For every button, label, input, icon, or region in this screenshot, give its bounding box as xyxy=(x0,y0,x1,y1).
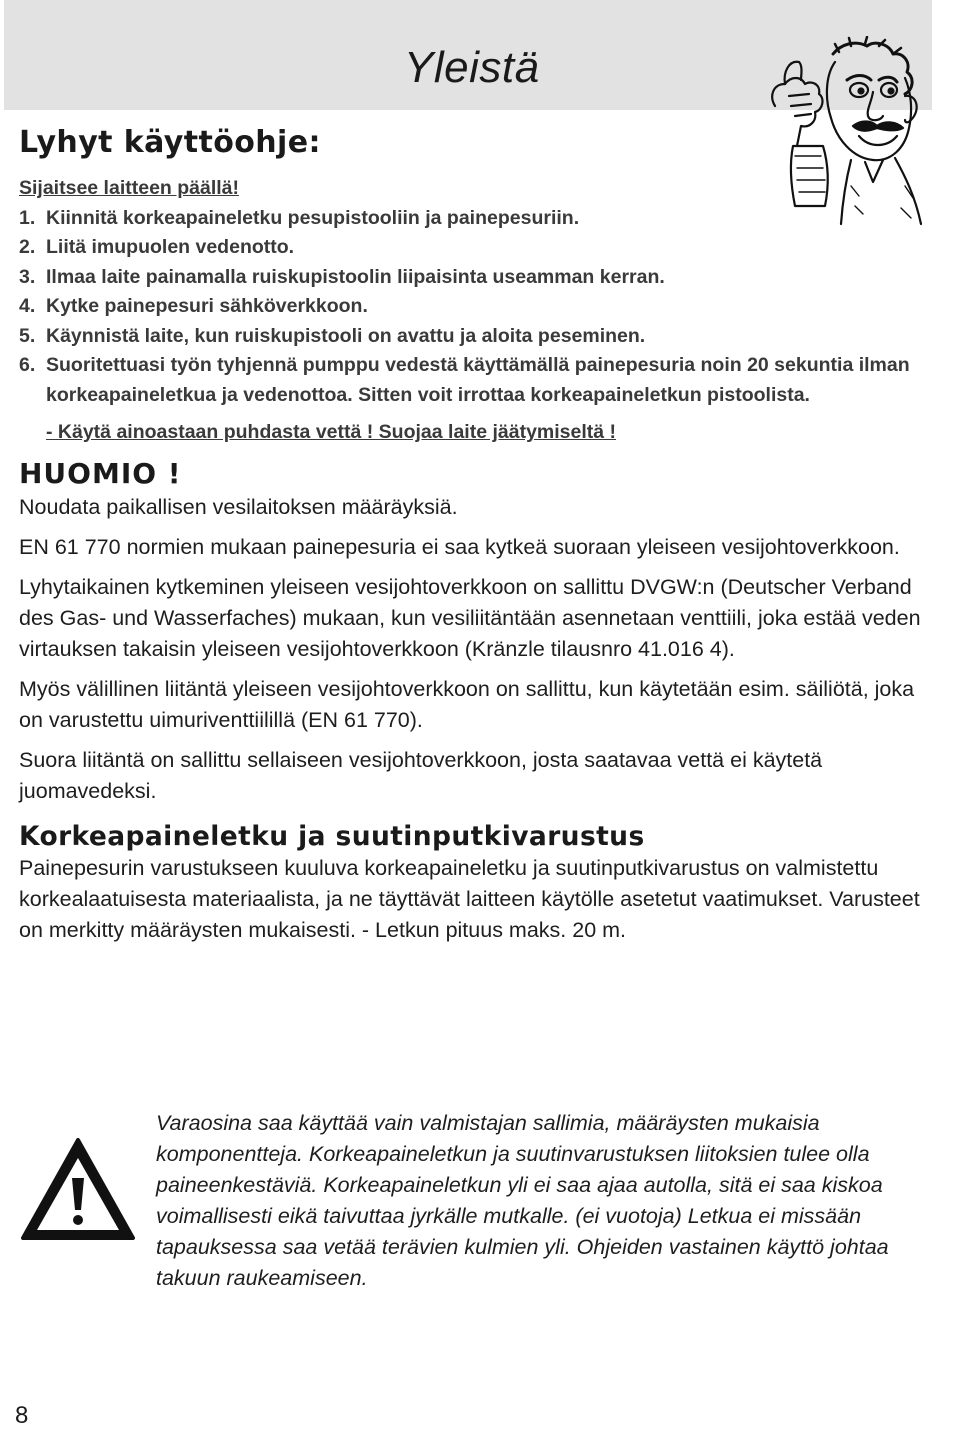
hose-section-paragraph: Painepesurin varustukseen kuuluva korkeapaineletku ja suutinputkivarustus on valmistettu korkealaatuisesta materiaalista, ja ne täyttävät laitteen käytölle asetetut vaatimukset. Varusteet on merkitty määräysten mukaisesti. - Letkun pituus maks. 20 m. xyxy=(19,855,920,942)
list-item xyxy=(19,351,924,410)
steps-list xyxy=(19,204,924,411)
notice-paragraph: Noudata paikallisen vesilaitoksen määräyksiä. xyxy=(19,494,458,519)
step-number: 4. xyxy=(19,295,36,317)
step-text: Suoritettuasi työn tyhjennä pumppu vedestä käyttämällä painepesuria noin 20 sekuntia ilman korkeapaineletkua ja vedenottoa. Sitten voit irrottaa korkeapaineletkun pistoolista. xyxy=(46,354,910,406)
clean-water-warning: - Käytä ainoastaan puhdasta vettä ! Suojaa laite jäätymiseltä ! xyxy=(46,421,617,443)
step-text: Ilmaa laite painamalla ruiskupistoolin liipaisinta useamman kerran. xyxy=(46,265,665,288)
list-item xyxy=(19,292,924,322)
step-text: Kytke painepesuri sähköverkkoon. xyxy=(46,295,368,317)
notice-paragraph: EN 61 770 normien mukaan painepesuria ei saa kytkeä suoraan yleiseen vesijohtoverkkoon. xyxy=(19,534,900,559)
step-text: Kiinnitä korkeapaineletku pesupistooliin ja painepesuriin. xyxy=(46,206,580,229)
page-number: 8 xyxy=(15,1402,29,1429)
step-number: 6. xyxy=(19,354,36,376)
notice-paragraph: Lyhytaikainen kytkeminen yleiseen vesijohtoverkkoon on sallittu DVGW:n (Deutscher Verband des Gas- und Wasserfaches) mukaan, kun vesiliitäntään asennetaan venttiili, joka estää veden virtauksen takaisin yleiseen vesijohtoverkkoon (Kränzle tilausnro 41.016 4). xyxy=(19,574,921,661)
step-text: Liitä imupuolen vedenotto. xyxy=(46,236,295,258)
quick-guide-steps xyxy=(19,174,924,448)
notice-paragraph: Myös välillinen liitäntä yleiseen vesijohtoverkkoon on sallittu, kun käytetään esim. säiliötä, joka on varustettu uimuriventtiilillä (EN 61 770). xyxy=(19,676,915,732)
page-section-title: Yleistä xyxy=(404,43,540,92)
notice-heading: HUOMIO ! xyxy=(19,456,182,490)
list-item xyxy=(19,204,924,234)
list-item xyxy=(19,322,924,352)
hose-section-heading: Korkeapaineletku ja suutinputkivarustus xyxy=(19,820,645,852)
location-note: Sijaitsee laitteen päällä! xyxy=(19,177,240,199)
step-number: 3. xyxy=(19,265,36,288)
quick-guide-heading: Lyhyt käyttöohje: xyxy=(19,125,321,160)
step-number: 2. xyxy=(19,236,36,258)
warning-triangle-icon xyxy=(19,1136,137,1244)
step-number: 5. xyxy=(19,324,36,347)
step-text: Käynnistä laite, kun ruiskupistooli on avattu ja aloita peseminen. xyxy=(46,324,646,347)
list-item xyxy=(19,263,924,293)
list-item xyxy=(19,233,924,263)
main-content xyxy=(19,120,924,946)
step-number: 1. xyxy=(19,206,36,229)
spare-parts-warning-text: Varaosina saa käyttää vain valmistajan sallimia, määräysten mukaisia komponentteja. Korkeapaineletkun ja suutinvarustuksen liitoksien tulee olla paineenkestäviä. Korkeapaineletkun yli ei saa ajaa autolla, sitä ei saa kiskoa voimallisesti eikä taivuttaa jyrkälle mutkalle. (ei vuotoja) Letkua ei missään tapauksessa saa vetää terävien kulmien yli. Ohjeiden vastainen käyttö johtaa takuun raukeamiseen. xyxy=(156,1111,889,1290)
notice-paragraph: Suora liitäntä on sallittu sellaiseen vesijohtoverkkoon, josta saatavaa vettä ei käytetä juomavedeksi. xyxy=(19,747,823,803)
